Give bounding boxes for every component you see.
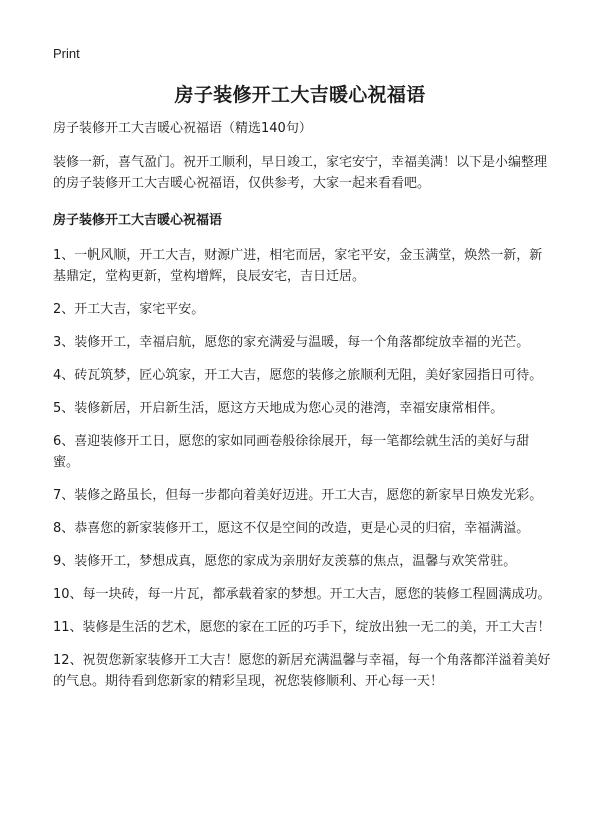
wish-item: 7、装修之路虽长，但每一步都向着美好迈进。开工大吉，愿您的新家早日焕发光彩。 (53, 488, 543, 503)
document-body (53, 118, 551, 704)
intro-paragraph: 装修一新，喜气盈门。祝开工顺利，早日竣工，家宅安宁，幸福美满！以下是小编整理的房子装修开工大吉暖心祝福语，仅供参考，大家一起来看看吧。 (53, 155, 548, 191)
wish-item: 2、开工大吉，家宅平安。 (53, 302, 205, 317)
wish-item: 4、砖瓦筑梦，匠心筑家，开工大吉，愿您的装修之旅顺利无阻，美好家园指日可待。 (53, 368, 543, 383)
document-subtitle: 房子装修开工大吉暖心祝福语（精选140句） (53, 121, 312, 136)
page-title: 房子装修开工大吉暖心祝福语 (174, 84, 426, 106)
wish-item: 10、每一块砖，每一片瓦，都承载着家的梦想。开工大吉，愿您的装修工程圆满成功。 (53, 587, 551, 602)
wish-item: 9、装修开工，梦想成真，愿您的家成为亲朋好友羡慕的焦点，温馨与欢笑常驻。 (53, 554, 517, 569)
section-heading: 房子装修开工大吉暖心祝福语 (53, 213, 223, 228)
wish-item: 6、喜迎装修开工日，愿您的家如同画卷般徐徐展开，每一笔都绘就生活的美好与甜蜜。 (53, 434, 530, 470)
wish-item: 1、一帆风顺，开工大吉，财源广进，相宅而居，家宅平安，金玉满堂，焕然一新，新基鼎定，堂构更新，堂构增辉，良辰安宅，吉日迁居。 (53, 248, 543, 284)
wish-item: 5、装修新居，开启新生活，愿这方天地成为您心灵的港湾，幸福安康常相伴。 (53, 401, 504, 416)
wish-item: 8、恭喜您的新家装修开工，愿这不仅是空间的改造，更是心灵的归宿，幸福满溢。 (53, 521, 530, 536)
wish-item: 11、装修是生活的艺术，愿您的家在工匠的巧手下，绽放出独一无二的美，开工大吉！ (53, 620, 551, 635)
wish-item: 12、祝贺您新家装修开工大吉！愿您的新居充满温馨与幸福，每一个角落都洋溢着美好的气息。期待看到您新家的精彩呈现，祝您装修顺利、开心每一天！ (53, 653, 551, 689)
print-label: Print (53, 46, 80, 61)
wish-item: 3、装修开工，幸福启航，愿您的家充满爱与温暖，每一个角落都绽放幸福的光芒。 (53, 335, 530, 350)
